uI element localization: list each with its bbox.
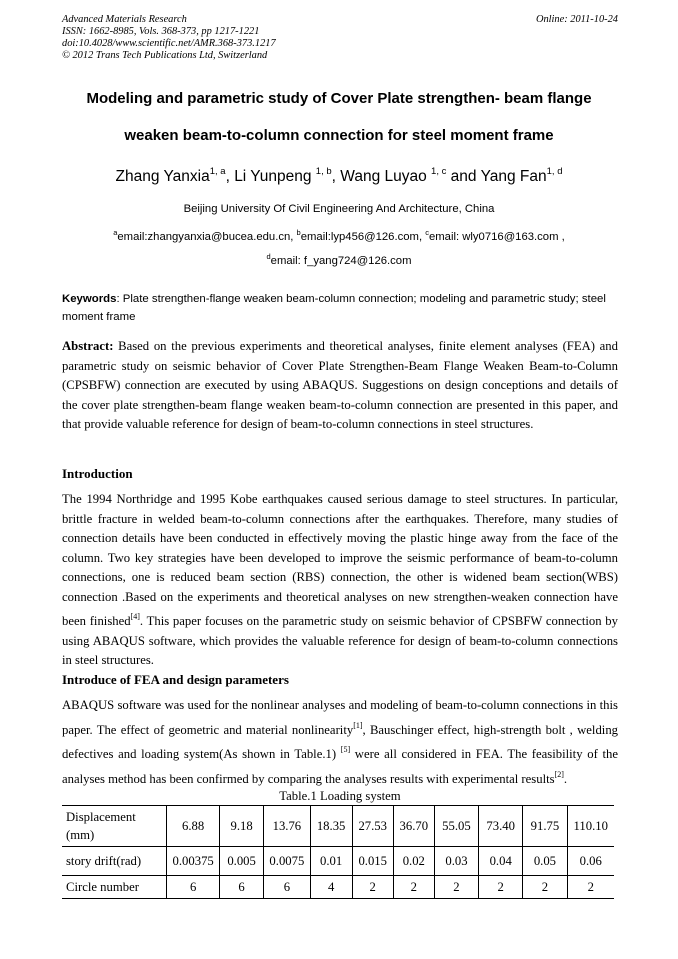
table-cell: 2 xyxy=(393,876,434,899)
table-cell: 0.015 xyxy=(352,847,393,876)
author-separator: and xyxy=(446,168,481,185)
fea-text: ABAQUS software was used for the nonlinear analyses and modeling of beam-to-column connections in this paper. The effect of geometric and material nonlinearity xyxy=(62,698,618,737)
table-cell: 6.88 xyxy=(167,806,220,847)
table-cell: 9.18 xyxy=(219,806,263,847)
table-cell: 27.53 xyxy=(352,806,393,847)
paper-title-line-1: Modeling and parametric study of Cover Plate strengthen- beam flange xyxy=(86,90,592,107)
section-heading-introduction: Introduction xyxy=(62,466,133,481)
author-2-affiliation: 1, b xyxy=(315,166,332,177)
table-cell: 0.0075 xyxy=(264,847,310,876)
email-d[interactable]: email: f_yang724@126.com xyxy=(270,255,412,267)
table-cell: 0.02 xyxy=(393,847,434,876)
issn-line: ISSN: 1662-8985, Vols. 368-373, pp 1217-1221 xyxy=(62,26,260,37)
table-cell: 6 xyxy=(219,876,263,899)
table-cell: 110.10 xyxy=(567,806,614,847)
email-a-marker: a xyxy=(113,228,118,237)
author-4-affiliation: 1, d xyxy=(546,166,563,177)
table-cell: 2 xyxy=(434,876,478,899)
table-cell: 0.03 xyxy=(434,847,478,876)
citation-ref[interactable]: [2] xyxy=(554,769,564,779)
table-cell: 36.70 xyxy=(393,806,434,847)
abstract-text: Based on the previous experiments and theoretical analyses, finite element analyses (FEA) and parametric study on seismic behavior of Cover Plate Strengthen-Beam Flange Weaken Beam-to-Column (CPSBFW) connection are executed by using ABAQUS. Suggestions on design conceptions and details of the cover plate strengthen-beam flange weaken beam-to-column connection are presented in this paper, and that provide valuable reference for design of beam-to-column connections in steel structures. xyxy=(62,339,618,431)
introduction-text: . This paper focuses on the parametric study on seismic behavior of CPSBFW connection by using ABAQUS software, which provides the valuable reference for design of beam-to-column connections in steel structures. xyxy=(62,614,618,667)
author-1: Zhang Yanxia xyxy=(115,168,210,185)
table-cell: 2 xyxy=(479,876,523,899)
paper-title-line-2: weaken beam-to-column connection for steel moment frame xyxy=(124,127,554,144)
table-cell: 73.40 xyxy=(479,806,523,847)
author-4: Yang Fan xyxy=(480,168,547,185)
fea-paragraph xyxy=(62,696,618,789)
email-b[interactable]: email:lyp456@126.com, xyxy=(300,231,426,243)
table-cell: 6 xyxy=(264,876,310,899)
table-cell: 0.06 xyxy=(567,847,614,876)
email-d-marker: d xyxy=(266,252,271,261)
section-heading-fea: Introduce of FEA and design parameters xyxy=(62,672,289,687)
author-separator: , xyxy=(225,168,235,185)
table-row xyxy=(62,847,614,876)
table-cell: 55.05 xyxy=(434,806,478,847)
copyright-line: © 2012 Trans Tech Publications Ltd, Switzerland xyxy=(62,50,268,61)
author-3-affiliation: 1, c xyxy=(431,166,447,177)
email-a[interactable]: email:zhangyanxia@bucea.edu.cn, xyxy=(117,231,297,243)
author-list xyxy=(40,166,638,186)
table-row-label: story drift(rad) xyxy=(62,847,167,876)
table-row-label: Displacement (mm) xyxy=(62,806,167,847)
abstract-label: Abstract: xyxy=(62,339,114,353)
doi-line: doi:10.4028/www.scientific.net/AMR.368-373.1217 xyxy=(62,38,276,49)
citation-ref[interactable]: [4] xyxy=(130,612,140,621)
email-line xyxy=(40,228,638,243)
keywords-label: Keywords xyxy=(62,293,117,305)
author-separator: , xyxy=(331,168,341,185)
keywords-text: : Plate strengthen-flange weaken beam-column connection; modeling and parametric study; steel moment frame xyxy=(62,293,606,323)
table-cell: 2 xyxy=(352,876,393,899)
table-cell: 13.76 xyxy=(264,806,310,847)
table-cell: 18.35 xyxy=(310,806,352,847)
table-row xyxy=(62,806,614,847)
table-cell: 0.01 xyxy=(310,847,352,876)
fea-text: were all considered in FEA. The feasibility of the analyses method has been confirmed by comparing the analyses results with experimental results xyxy=(62,747,619,786)
online-date: Online: 2011-10-24 xyxy=(535,14,618,25)
email-line-2 xyxy=(40,252,638,267)
email-c[interactable]: email: wly0716@163.com , xyxy=(428,231,565,243)
author-3: Wang Luyao xyxy=(340,168,432,185)
table-cell: 2 xyxy=(523,876,567,899)
table-cell: 2 xyxy=(567,876,614,899)
table-caption: Table.1 Loading system xyxy=(279,789,401,803)
introduction-text: The 1994 Northridge and 1995 Kobe earthquakes caused serious damage to steel structures. In particular, brittle fracture in welded beam-to-column connections after the earthquakes. Therefore, many studies of connection details have been conducted in effectively moving the plastic hinge away from the face of the column. Two key strategies have been developed to improve the seismic performance of beam-to-column connections, one is reduced beam section (RBS) connection, the other is widened beam section(WBS) connection .Based on the experiments and theoretical analyses on new strengthen-weaken connection have been finished xyxy=(62,492,618,628)
author-2: Li Yunpeng xyxy=(234,168,316,185)
table-cell: 0.005 xyxy=(219,847,263,876)
journal-name: Advanced Materials Research xyxy=(62,14,187,25)
citation-ref[interactable]: [1] xyxy=(353,720,363,730)
loading-system-table xyxy=(62,805,614,899)
table-cell: 6 xyxy=(167,876,220,899)
email-b-marker: b xyxy=(296,228,301,237)
table-cell: 0.04 xyxy=(479,847,523,876)
email-c-marker: c xyxy=(425,228,429,237)
introduction-paragraph xyxy=(62,490,618,671)
abstract xyxy=(62,337,618,435)
journal-header xyxy=(62,14,618,62)
fea-text: . xyxy=(563,771,568,786)
table-cell: 0.00375 xyxy=(167,847,220,876)
fea-text: , Bauschinger effect, high-strength bolt , welding defectives and loading system(As shown in Table.1) xyxy=(62,722,619,761)
table-cell: 4 xyxy=(310,876,352,899)
table-cell: 0.05 xyxy=(523,847,567,876)
table-cell: 91.75 xyxy=(523,806,567,847)
keywords xyxy=(62,291,618,326)
table-row xyxy=(62,876,614,899)
institution: Beijing University Of Civil Engineering And Architecture, China xyxy=(183,203,495,215)
table-row-label: Circle number xyxy=(62,876,167,899)
author-1-affiliation: 1, a xyxy=(209,166,226,177)
citation-ref[interactable]: [5] xyxy=(340,745,351,754)
